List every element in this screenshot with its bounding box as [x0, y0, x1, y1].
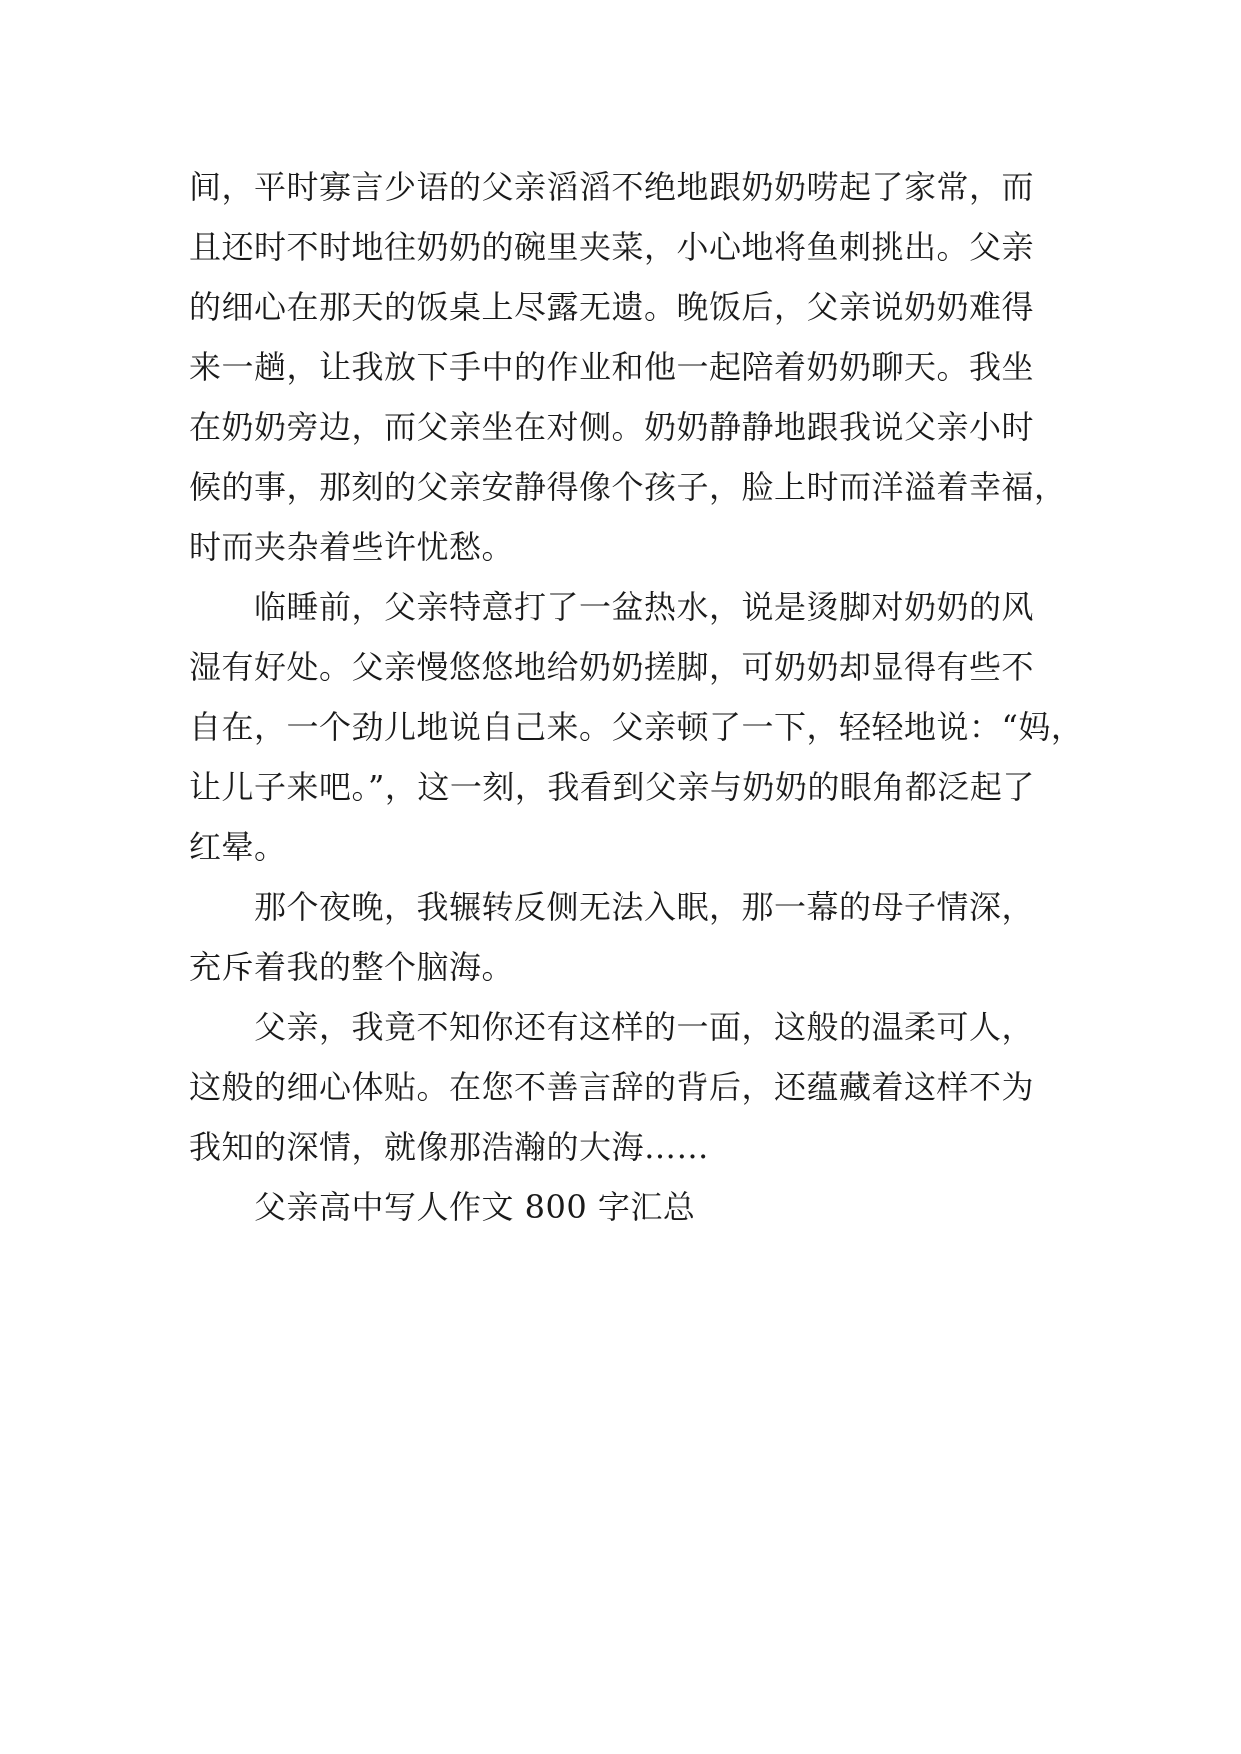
- text-line: 的细心在那天的饭桌上尽露无遗。晚饭后，父亲说奶奶难得: [189, 288, 1035, 326]
- text-line: 且还时不时地往奶奶的碗里夹菜，小心地将鱼刺挑出。父亲: [189, 228, 1035, 266]
- text-line: 充斥着我的整个脑海。: [189, 948, 515, 986]
- paragraph-start-line: 临睡前，父亲特意打了一盆热水，说是烫脚对奶奶的风: [189, 588, 1035, 626]
- text-line: 湿有好处。父亲慢悠悠地给奶奶搓脚，可奶奶却显得有些不: [189, 648, 1035, 686]
- document-footer-title: 父亲高中写人作文 800 字汇总: [189, 1188, 696, 1226]
- text-line: 让儿子来吧。”，这一刻，我看到父亲与奶奶的眼角都泛起了: [189, 768, 1035, 806]
- text-line: 自在，一个劲儿地说自己来。父亲顿了一下，轻轻地说：“妈，: [189, 708, 1084, 746]
- text-line: 候的事，那刻的父亲安静得像个孩子，脸上时而洋溢着幸福，: [189, 468, 1067, 506]
- text-line: 这般的细心体贴。在您不善言辞的背后，还蕴藏着这样不为: [189, 1068, 1035, 1106]
- paragraph-start-line: 父亲，我竟不知你还有这样的一面，这般的温柔可人，: [189, 1008, 1035, 1046]
- text-line: 时而夹杂着些许忧愁。: [189, 528, 515, 566]
- text-line: 间，平时寡言少语的父亲滔滔不绝地跟奶奶唠起了家常，而: [189, 168, 1035, 206]
- text-line: 来一趟，让我放下手中的作业和他一起陪着奶奶聊天。我坐: [189, 348, 1035, 386]
- paragraph-start-line: 那个夜晚，我辗转反侧无法入眠，那一幕的母子情深，: [189, 888, 1035, 926]
- document-body: [189, 157, 1084, 1237]
- text-line: 在奶奶旁边，而父亲坐在对侧。奶奶静静地跟我说父亲小时: [189, 408, 1035, 446]
- text-line: 我知的深情，就像那浩瀚的大海……: [189, 1128, 710, 1166]
- text-line: 红晕。: [189, 828, 287, 866]
